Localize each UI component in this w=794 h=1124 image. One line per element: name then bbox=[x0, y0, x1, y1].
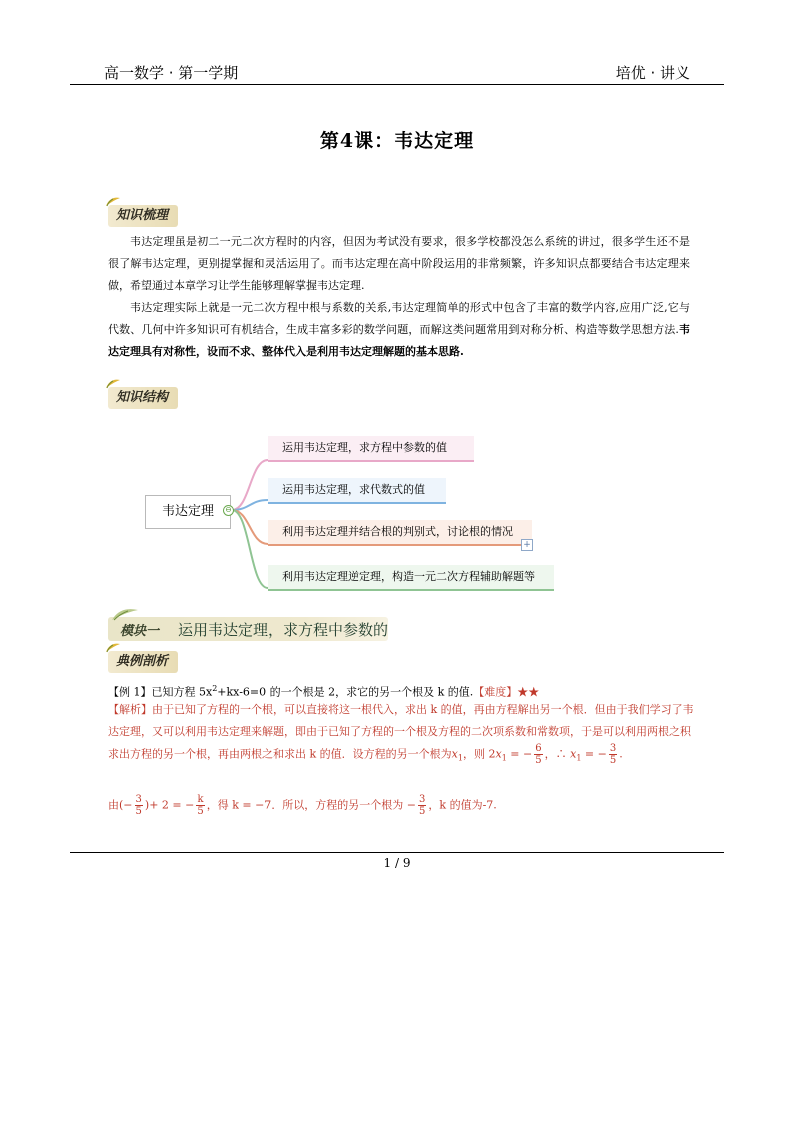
example-question: 【例 1】已知方程 $5x^2+kx-6=0$ 的一个根是 2，求它的另一个根及 k 的值.【难度】★★ bbox=[108, 684, 540, 699]
fraction: $\frac{3}{5}$ bbox=[419, 794, 426, 817]
mindmap-root-node[interactable]: 韦达定理 bbox=[145, 495, 231, 529]
module-one-label: 模块一 bbox=[120, 624, 160, 639]
difficulty-label: 【难度】 bbox=[473, 685, 518, 699]
difficulty-stars: ★★ bbox=[517, 685, 540, 699]
intro-paragraph-1: 韦达定理虽是初二一元二次方程时的内容，但因为考试没有要求，很多学校都没怎么系统的讲过，很多学生还不是很了解韦达定理，更别提掌握和灵活运用了。而韦达定理在高中阶段运用的非常频繁，许多知识点都要结合韦达定理来做，希望通过本章学习让学生能够理解掌握韦达定理. bbox=[108, 235, 690, 292]
analysis-label: 【解析】 bbox=[108, 703, 152, 716]
fraction: $\frac{6}{5}$ bbox=[535, 743, 542, 766]
fraction: $\frac{3}{5}$ bbox=[609, 743, 617, 766]
module-one-title: 运用韦达定理，求方程中参数的 bbox=[178, 621, 389, 639]
intro-paragraph-2: 韦达定理实际上就是一元二次方程中根与系数的关系,韦达定理简单的形式中包含了丰富的数学内容,应用广泛,它与代数、几何中许多知识可有机结合，生成丰富多彩的数学问题，而解这类问题常用到对称分析、构造等数学思想方法.韦达定理具有对称性，设而不求、整体代入是利用韦达定理解题的基本思路. bbox=[108, 301, 690, 358]
mindmap-node-4[interactable]: 利用韦达定理逆定理，构造一元二次方程辅助解题等 bbox=[268, 565, 554, 591]
mindmap-node-1[interactable]: 运用韦达定理，求方程中参数的值 bbox=[268, 436, 474, 462]
header-course-title: 高一数学 · 第一学期 bbox=[104, 64, 239, 82]
collapse-icon[interactable]: ⊖ bbox=[223, 505, 234, 516]
expand-icon[interactable]: + bbox=[521, 539, 533, 551]
mindmap-node-3[interactable]: 利用韦达定理并结合根的判别式，讨论根的情况 bbox=[268, 520, 532, 546]
section-tag-example-analysis: 典例剖析 bbox=[108, 651, 178, 673]
mindmap-node-2[interactable]: 运用韦达定理，求代数式的值 bbox=[268, 478, 446, 504]
header-handout-label: 培优 · 讲义 bbox=[615, 64, 690, 82]
example-label: 【例 1】 bbox=[108, 685, 152, 699]
page-title: 第4课：韦达定理 bbox=[319, 130, 475, 152]
example-solution-line: 由(− $\frac{3}{5}$ )+ 2 = − $\frac{k}{5}$ ，得 k = −7．所以，方程的另一个根为 − $\frac{3}{5}$ ，k 的值为-7. bbox=[108, 794, 497, 817]
example-analysis: 【解析】由于已知了方程的一个根，可以直接将这一根代入，求出 k 的值，再由方程解出另一个根．但由于我们学习了韦达定理，又可以利用韦达定理来解题，即由于已知了方程的一个根及方程的二次项系数和常数项，于是可以利用两根之积求出方程的另一个根，再由两根之和求出 k 的值．设方程的另一个根为$x_1$，则 $2x_1$ = − $\frac{6}{5}$ ，∴ $x_1$ = − $\frac{3}{5}$ . bbox=[108, 703, 694, 766]
footer-rule bbox=[70, 852, 724, 853]
leaf-icon bbox=[104, 642, 122, 654]
intro-key-sentence: 韦达定理具有对称性，设而不求、整体代入是利用韦达定理解题的基本思路. bbox=[108, 323, 690, 358]
section-tag-knowledge-structure: 知识结构 bbox=[108, 387, 178, 409]
page-number: 1 / 9 bbox=[383, 856, 411, 870]
fraction: $\frac{k}{5}$ bbox=[197, 794, 204, 817]
section-tag-knowledge-review: 知识梳理 bbox=[108, 205, 178, 227]
fraction: $\frac{3}{5}$ bbox=[135, 794, 142, 817]
